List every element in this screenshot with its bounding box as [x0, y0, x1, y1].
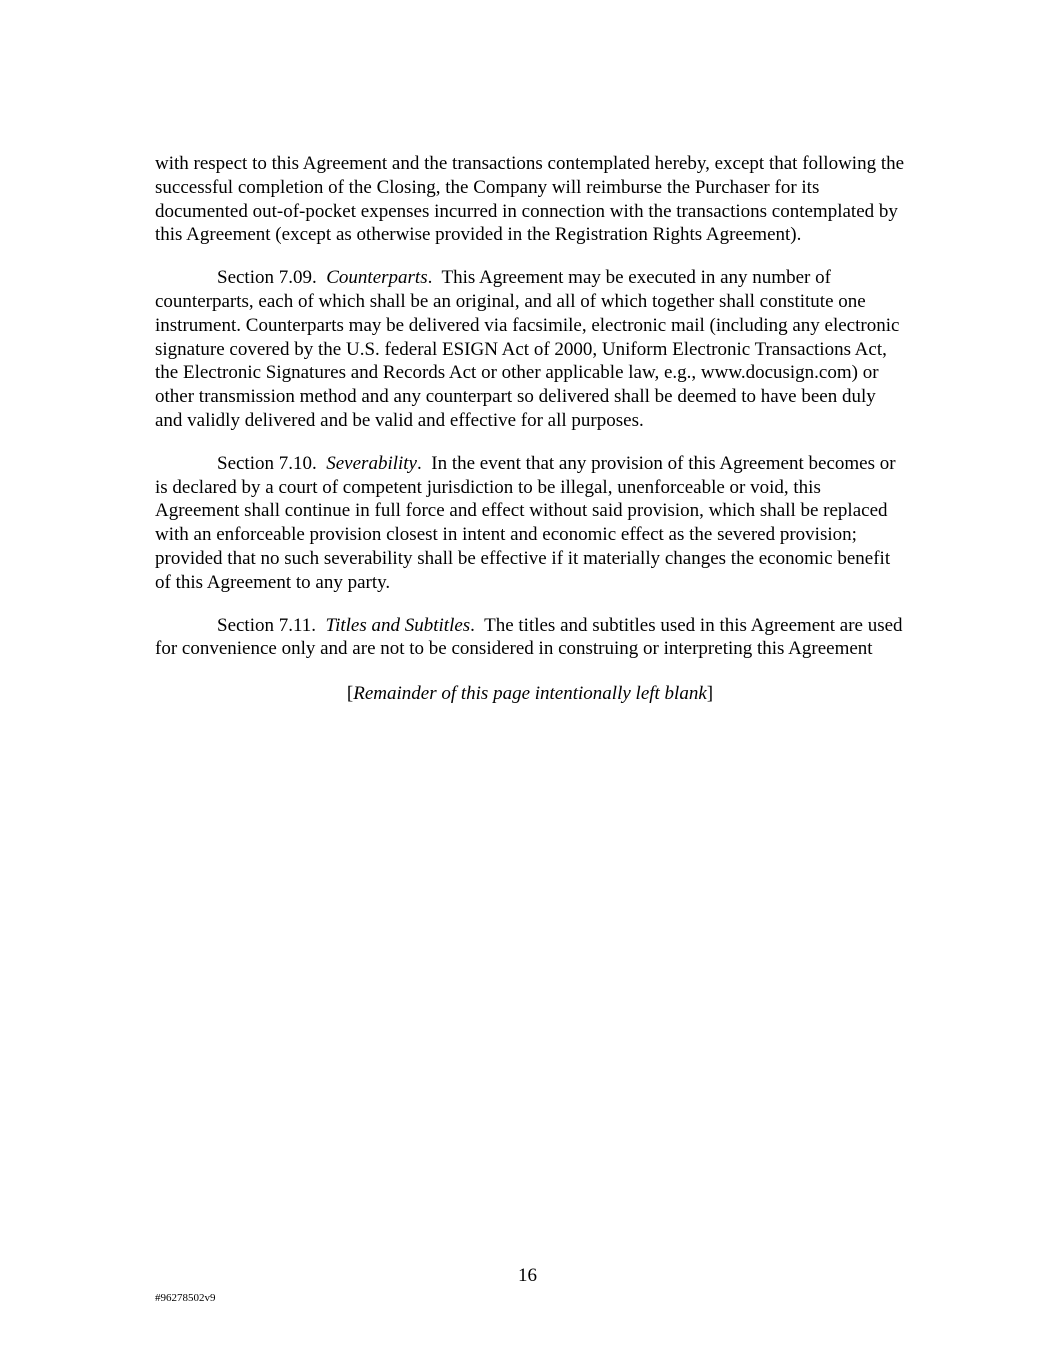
section-heading: Severability	[326, 452, 417, 474]
paragraph-expenses-continuation	[155, 152, 905, 247]
remainder-blank-note: [Remainder of this page intentionally left blank]	[346, 683, 714, 705]
section-text: The titles and subtitles used in this Agreement are used for convenience only and are not to be considered in construing or interpreting this Agreement	[155, 614, 903, 660]
page-number: 16	[518, 1265, 537, 1286]
section-7-11-titles-and-subtitles: Section 7.11. Titles and Subtitles. The titles and subtitles used in this Agreement are used for convenience only and are not to be considered in construing or interpreting this Agreement	[155, 614, 903, 660]
section-number: Section 7.10.	[217, 452, 317, 474]
section-text: This Agreement may be executed in any number of counterparts, each of which shall be an original, and all of which together shall constitute one instrument. Counterparts may be delivered via facsimile, electronic mail (including any electronic signature covered by the U.S. federal ESIGN Act of 2000, Uniform Electronic Transactions Act, the Electronic Signatures and Records Act or other applicable law, e.g., www.docusign.com) or other transmission method and any counterpart so delivered shall be deemed to have been duly and validly delivered and be valid and effective for all purposes.	[155, 267, 900, 431]
remainder-note-text: Remainder of this page intentionally left blank	[353, 683, 707, 705]
section-7-09-counterparts: Section 7.09. Counterparts. This Agreement may be executed in any number of counterparts, each of which shall be an original, and all of which together shall constitute one instrument. Counterparts may be delivered via facsimile, electronic mail (including any electronic signature covered by the U.S. federal ESIGN Act of 2000, Uniform Electronic Transactions Act, the Electronic Signatures and Records Act or other applicable law, e.g., www.docusign.com) or other transmission method and any counterpart so delivered shall be deemed to have been duly and validly delivered and be valid and effective for all purposes.	[155, 267, 900, 431]
section-number: Section 7.09.	[217, 267, 317, 289]
section-7-10-severability: Section 7.10. Severability. In the event that any provision of this Agreement becomes or is declared by a court of competent jurisdiction to be illegal, unenforceable or void, this Agreement shall continue in full force and effect without said provision, which shall be replaced with an enforceable provision closest in intent and economic effect as the severed provision; provided that no such severability shall be effective if it materially changes the economic benefit of this Agreement to any party.	[155, 452, 896, 593]
document-body	[155, 152, 905, 725]
section-number: Section 7.11.	[217, 614, 317, 636]
section-text: In the event that any provision of this Agreement becomes or is declared by a court of competent jurisdiction to be illegal, unenforceable or void, this Agreement shall continue in full force and effect without said provision, which shall be replaced with an enforceable provision closest in intent and economic effect as the severed provision; provided that no such severability shall be effective if it materially changes the economic benefit of this Agreement to any party.	[155, 452, 896, 593]
section-heading: Titles and Subtitles	[325, 614, 471, 636]
section-heading: Counterparts	[326, 267, 428, 289]
paragraph-text: with respect to this Agreement and the transactions contemplated hereby, except that following the successful completion of the Closing, the Company will reimburse the Purchaser for its documented out-of-pocket expenses incurred in connection with the transactions contemplated by this Agreement (except as otherwise provided in the Registration Rights Agreement).	[155, 153, 905, 246]
document-id: #96278502v9	[155, 1292, 216, 1304]
